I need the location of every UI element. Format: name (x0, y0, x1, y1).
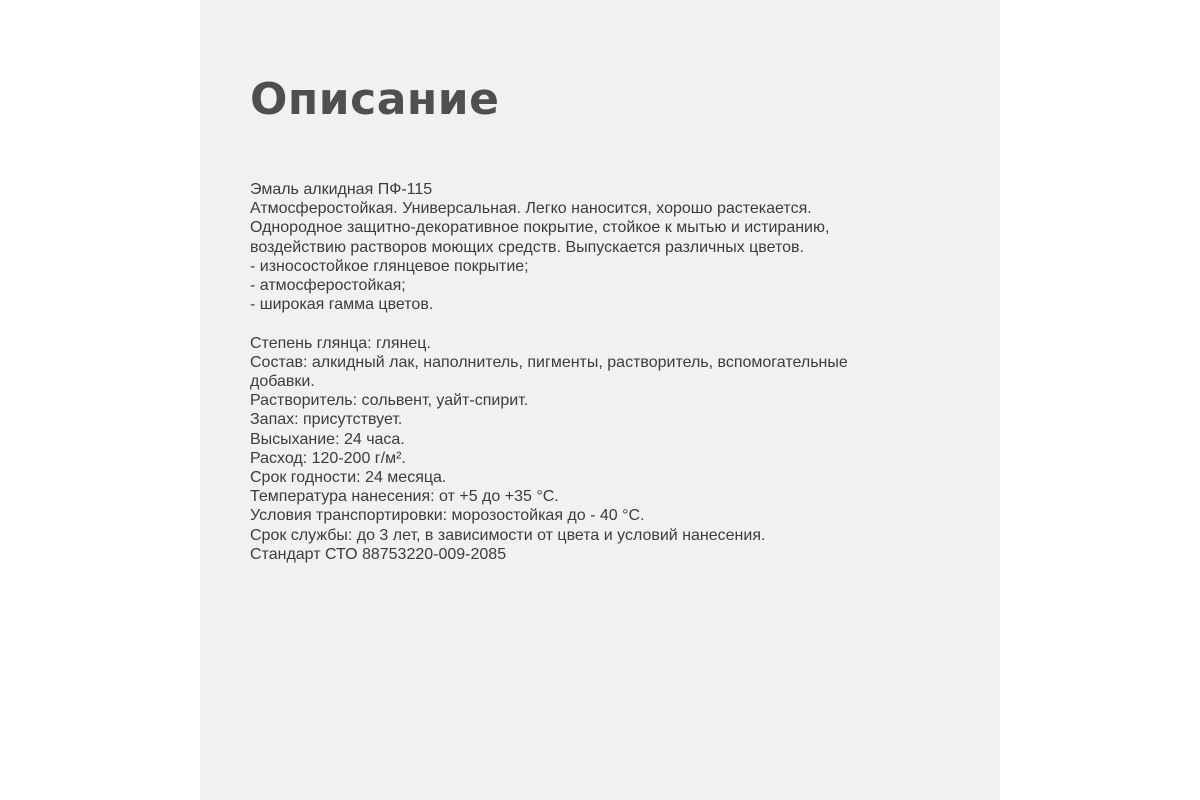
description-panel (200, 0, 1000, 800)
spec-composition-continued: добавки. (250, 373, 315, 391)
feature-item: - износостойкое глянцевое покрытие; (250, 257, 529, 275)
spec-odor: Запах: присутствует. (250, 411, 403, 429)
description-body (250, 180, 970, 564)
spec-composition: Состав: алкидный лак, наполнитель, пигменты, растворитель, вспомогательные (250, 353, 848, 371)
spec-gloss: Степень глянца: глянец. (250, 334, 431, 352)
product-tagline: Атмосферостойкая. Универсальная. Легко наносится, хорошо растекается. (250, 200, 812, 218)
spec-drying: Высыхание: 24 часа. (250, 430, 405, 448)
spec-shelf-life: Срок годности: 24 месяца. (250, 469, 447, 487)
spec-consumption: Расход: 120-200 г/м². (250, 449, 406, 467)
spec-solvent: Растворитель: сольвент, уайт-спирит. (250, 392, 529, 410)
spec-transport-conditions: Условия транспортировки: морозостойкая до - 40 °С. (250, 507, 645, 525)
feature-item: - широкая гамма цветов. (250, 296, 434, 314)
feature-item: - атмосферостойкая; (250, 277, 406, 295)
page-title: Описание (250, 74, 500, 125)
description-line: Однородное защитно-декоративное покрытие, стойкое к мытью и истиранию, (250, 219, 830, 237)
spec-service-life: Срок службы: до 3 лет, в зависимости от цвета и условий нанесения. (250, 526, 766, 544)
spec-application-temperature: Температура нанесения: от +5 до +35 °С. (250, 488, 559, 506)
spec-standard: Стандарт СТО 88753220-009-2085 (250, 545, 507, 563)
product-name: Эмаль алкидная ПФ-115 (250, 181, 433, 198)
paragraph-spacer (250, 314, 970, 333)
description-line: воздействию растворов моющих средств. Выпускается различных цветов. (250, 238, 804, 256)
